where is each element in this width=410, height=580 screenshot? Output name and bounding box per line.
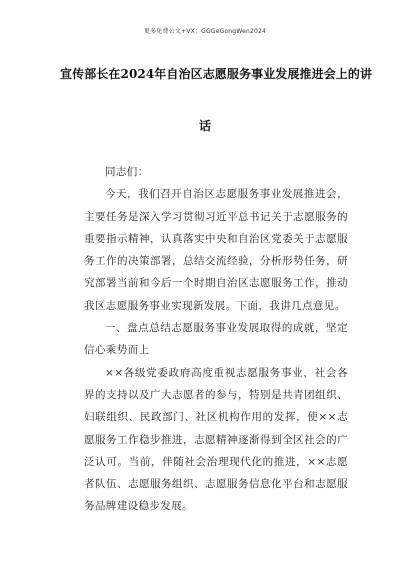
paragraph-achievements: ××各级党委政府高度重视志愿服务事业，社会各界的支持以及广大志愿者的参与，特别是共青团组织、妇联组织、民政部门、社区机构作用的发挥，使××志愿服务工作稳步推进，志愿精神逐渐得到全区社会的广泛认可。当前，伴随社会治理现代化的推进，××志愿者队伍、志愿服务组织、志愿服务信息化平台和志愿服务品牌建设稳步发展。 <box>84 366 348 513</box>
paragraph-intro: 今天，我们召开自治区志愿服务事业发展推进会，主要任务是深入学习贯彻习近平总书记关于志愿服务的重要指示精神，认真落实中央和自治区党委关于志愿服务工作的决策部署，总结交流经验，分析形势任务，研究部署当前和今后一个时期自治区志愿服务工作，推动我区志愿服务事业实现新发展。下面，我讲几点意见。 <box>84 188 348 312</box>
salutation: 同志们： <box>105 166 149 178</box>
document-body <box>84 161 348 518</box>
document-title-line-2: 话 <box>198 119 211 133</box>
header-note: 更多免费公文+VX：GGGeGongWen2024 <box>143 28 267 35</box>
section-heading-1: 一、盘点总结志愿服务事业发展取得的成就，坚定信心乘势而上 <box>84 322 348 357</box>
document-title-line-1: 宣传部长在2024年自治区志愿服务事业发展推进会上的讲 <box>60 67 373 81</box>
